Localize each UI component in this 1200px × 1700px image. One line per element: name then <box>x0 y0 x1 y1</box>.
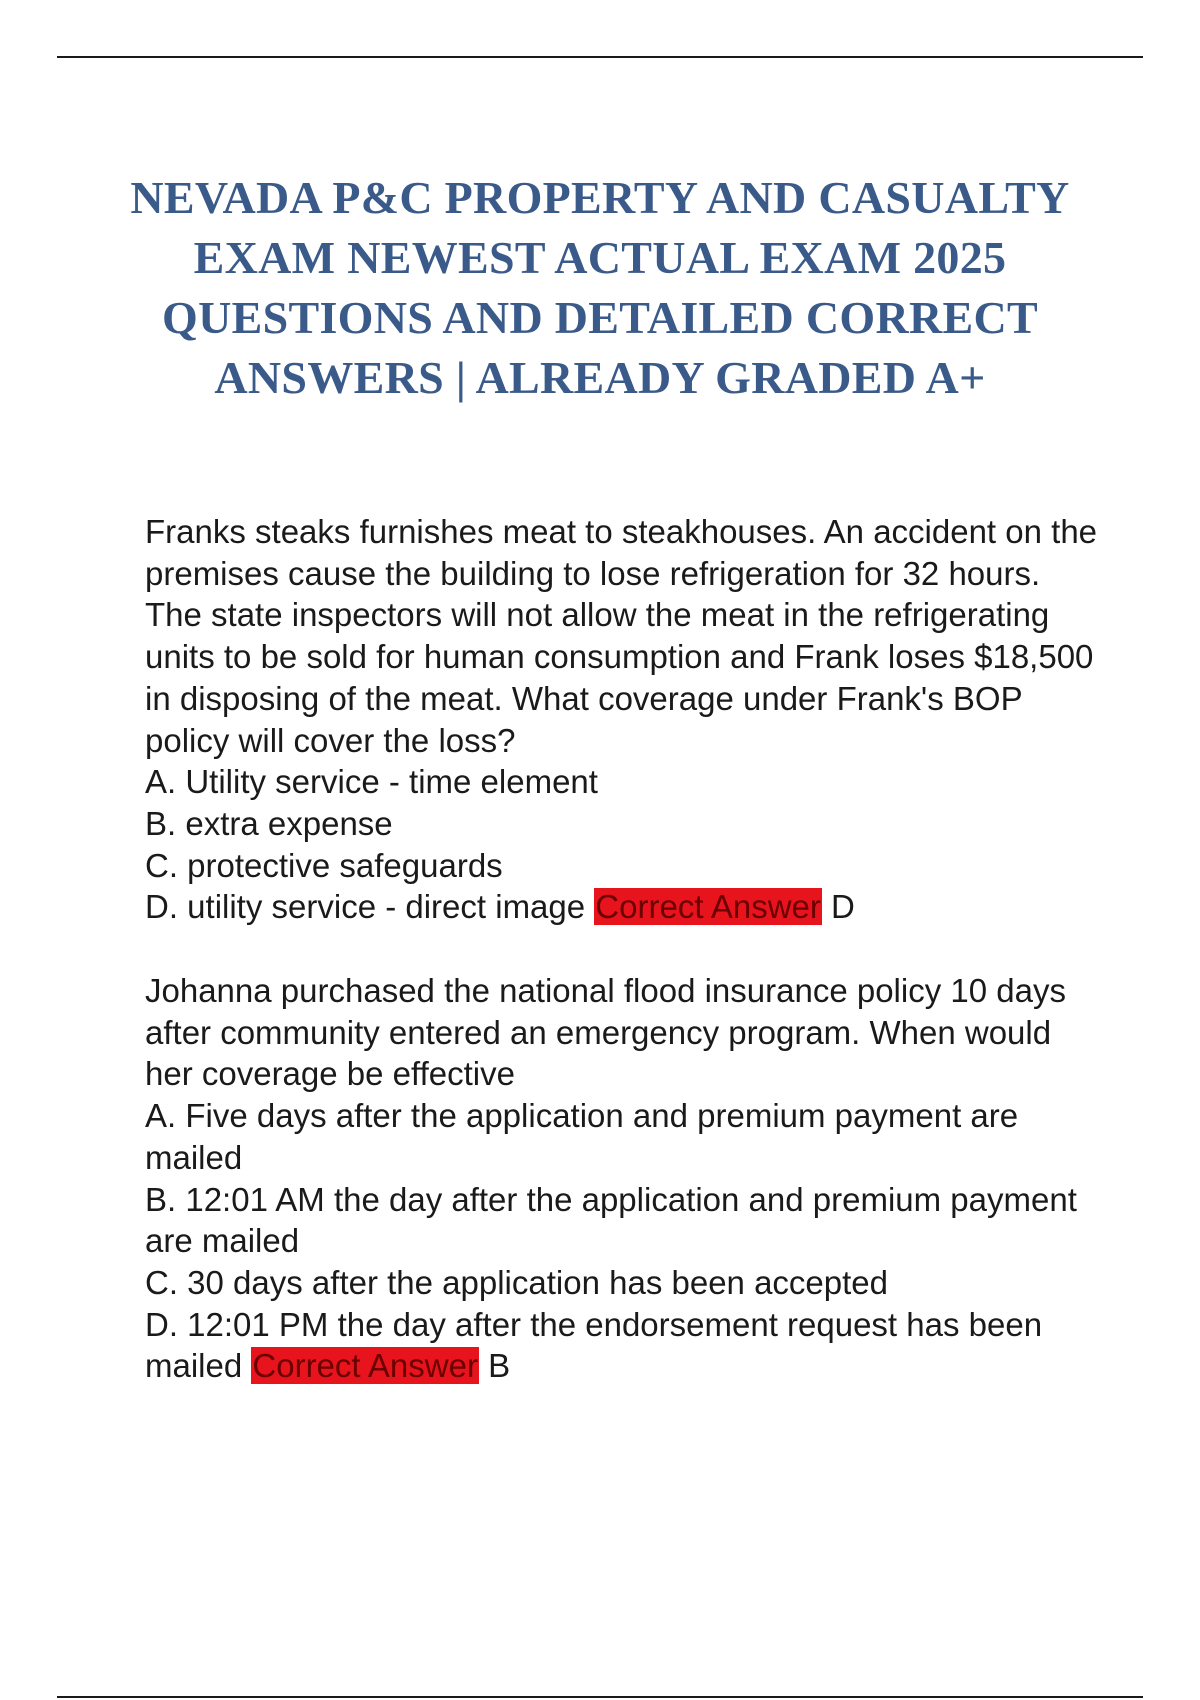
question-prompt: Franks steaks furnishes meat to steakhouses. An accident on the premises cause the building to lose refrigeration for 32 hours. The state inspectors will not allow the meat in the refrigerating units to be sold for human consumption and Frank loses $18,500 in disposing of the meat. What coverage under Frank's BOP policy will cover the loss? <box>145 513 1098 759</box>
option-d: D. 12:01 PM the day after the endorsement request has been mailed <box>145 1305 1043 1385</box>
option-a: A. Utility service - time element <box>145 763 598 801</box>
qa-content <box>145 511 1105 1387</box>
top-rule <box>57 56 1143 58</box>
option-b: B. 12:01 AM the day after the application and premium payment are mailed <box>145 1180 1077 1260</box>
option-d-line <box>145 886 1105 928</box>
correct-answer-label: Correct Answer <box>252 1347 478 1385</box>
option-c: C. protective safeguards <box>145 846 503 884</box>
correct-answer-value: D <box>831 888 855 926</box>
option-d: D. utility service - direct image <box>145 888 586 926</box>
option-d-line <box>145 1304 1105 1387</box>
question-block <box>145 970 1105 1387</box>
correct-answer-label: Correct Answer <box>595 888 821 926</box>
question-block <box>145 511 1105 928</box>
option-b: B. extra expense <box>145 804 393 842</box>
option-c: C. 30 days after the application has been accepted <box>145 1263 888 1301</box>
option-a: A. Five days after the application and premium payment are mailed <box>145 1097 1019 1176</box>
bottom-rule <box>57 1696 1143 1698</box>
question-prompt: Johanna purchased the national flood insurance policy 10 days after community entered an emergency program. When would her coverage be effective <box>145 972 1066 1093</box>
correct-answer-value: B <box>488 1347 511 1385</box>
document-title: NEVADA P&C PROPERTY AND CASUALTY EXAM NEWEST ACTUAL EXAM 2025 QUESTIONS AND DETAILED CORRECT ANSWERS | ALREADY GRADED A+ <box>130 172 1070 403</box>
